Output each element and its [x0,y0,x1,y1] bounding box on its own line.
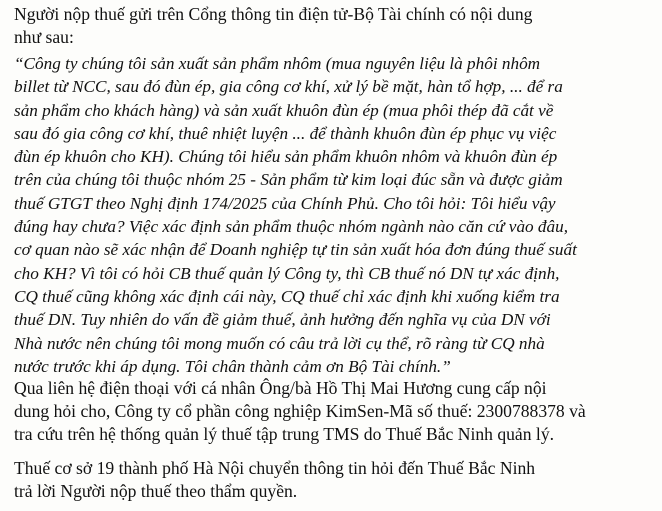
text-line: Thuế cơ sở 19 thành phố Hà Nội chuyển thông tin hỏi đến Thuế Bắc Ninh [14,458,536,478]
question-quote-paragraph [14,52,577,378]
text-line: thuế DN. Tuy nhiên do vấn đề giảm thuế, ảnh hưởng đến nghĩa vụ của DN với [14,310,551,330]
text-line: sau đó gia công cơ khí, thuê nhiệt luyện ... để thành khuôn đùn ép phục vụ việc [14,123,557,143]
text-line: cơ quan nào sẽ xác nhận để Doanh nghiệp tự tin sản xuất hóa đơn đúng thuế suất [14,240,577,260]
text-line: dung hỏi cho, Công ty cổ phần công nghiệp KimSen-Mã số thuế: 2300788378 và [14,400,586,421]
text-line: Người nộp thuế gửi trên Cổng thông tin điện tử-Bộ Tài chính có nội dung [14,4,533,24]
text-line: CQ thuế cũng không xác định cái này, CQ thuế chỉ xác định khi xuống kiểm tra [14,286,560,306]
text-line: tra cứu trên hệ thống quản lý thuế tập trung TMS do Thuế Bắc Ninh quản lý. [14,423,555,444]
text-line: đùn ép khuôn cho KH). Chúng tôi hiểu sản phẩm khuôn nhôm và khuôn đùn ép [14,147,558,167]
text-line: nước trước khi áp dụng. Tôi chân thành cảm ơn Bộ Tài chính.” [14,356,451,376]
text-line: đúng hay chưa? Việc xác định sản phẩm thuộc nhóm ngành nào căn cứ vào đâu, [14,217,569,237]
text-line: sản phẩm cho khách hàng) và sản xuất khuôn đùn ép (mua phôi thép đã cắt về [14,100,554,120]
transfer-paragraph [14,457,535,503]
text-line: thuế GTGT theo Nghị định 174/2025 của Chính Phủ. Cho tôi hỏi: Tôi hiểu vậy [14,193,556,213]
text-line: như sau: [14,26,74,47]
text-line: Nhà nước nên chúng tôi mong muốn có câu trả lời cụ thể, rõ ràng từ CQ nhà [14,333,545,353]
contact-paragraph [14,377,586,445]
intro-paragraph [14,3,532,49]
text-line: cho KH? Vì tôi có hỏi CB thuế quản lý Công ty, thì CB thuế nó DN tự xác định, [14,263,560,283]
text-line: billet từ NCC, sau đó đùn ép, gia công cơ khí, xử lý bề mặt, hàn tổ hợp, ... để ra [14,77,563,97]
text-line: Qua liên hệ điện thoại với cá nhân Ông/bà Hồ Thị Mai Hương cung cấp nội [14,378,547,398]
text-line: “Công ty chúng tôi sản xuất sản phẩm nhôm (mua nguyên liệu là phôi nhôm [14,54,541,73]
text-line: trên của chúng tôi thuộc nhóm 25 - Sản phẩm từ kim loại đúc sẵn và được giảm [14,170,563,190]
text-line: trả lời Người nộp thuế theo thẩm quyền. [14,480,298,501]
